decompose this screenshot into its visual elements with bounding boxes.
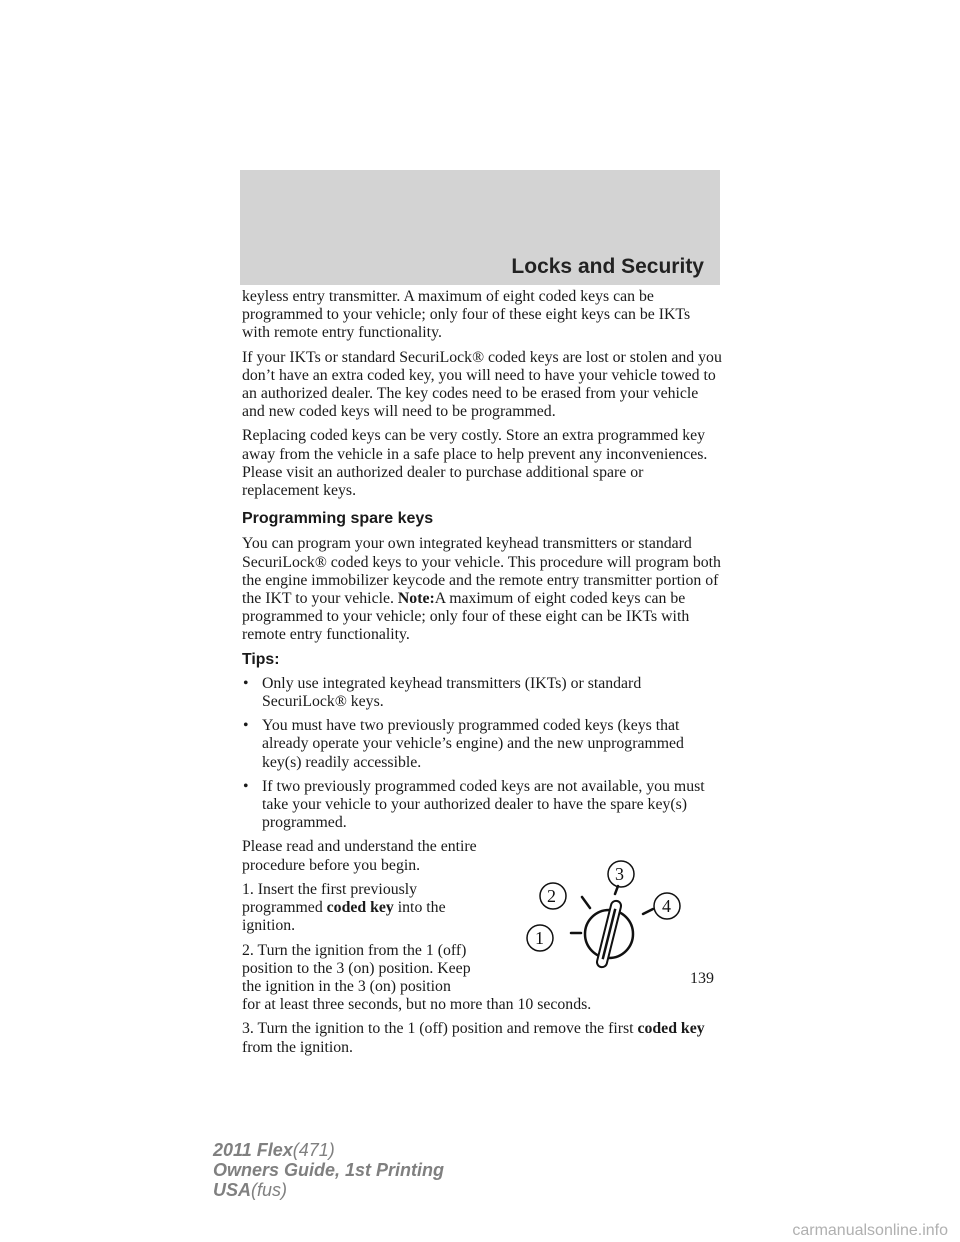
step-3-text: 3. Turn the ignition to the 1 (off) position and remove the first [242, 1020, 634, 1038]
step-3-text-end: from the ignition. [242, 1038, 354, 1056]
footer-line-market [213, 1180, 444, 1200]
section-title: Locks and Security [511, 255, 704, 278]
footer-line-guide: Owners Guide, 1st Printing [213, 1160, 445, 1180]
programming-intro-text: You can program your own integrated keyhead transmitters or standard SecuriLock® coded keys to your vehicle. This procedure will program both the engine immobilizer keycode and the remote entry transmitter portion of the IKT to your vehicle. [242, 535, 721, 608]
step-2-part-b: for at least three seconds, but no more than 10 seconds. [242, 996, 592, 1014]
position-2-tick [582, 897, 590, 908]
footer-market-code: (fus) [251, 1180, 288, 1200]
step-1-bold: coded key [326, 899, 394, 917]
section-header-band [240, 170, 720, 285]
steps-text-column [242, 838, 492, 996]
footer-model-code: (471) [292, 1140, 335, 1160]
position-4-tick [643, 909, 653, 914]
watermark: carmanualsonline.info [792, 1222, 948, 1239]
page-content [242, 288, 722, 1063]
tips-list [242, 675, 722, 833]
bullet: • [243, 674, 249, 692]
step-2-part-a: 2. Turn the ignition from the 1 (off) position to the 3 (on) position. Keep the ignition in the 3 (on) position [242, 941, 471, 995]
bullet: • [243, 717, 249, 735]
list-item [242, 675, 722, 711]
footer-model: 2011 Flex [213, 1140, 293, 1160]
footer-line-model [213, 1140, 444, 1160]
tip-text: Only use integrated keyhead transmitters (IKTs) or standard SecuriLock® keys. [262, 674, 642, 711]
note-label: Note: [397, 590, 435, 608]
list-item [242, 717, 722, 772]
position-label-1: 1 [535, 928, 544, 949]
position-label-4: 4 [662, 896, 671, 917]
step-1 [242, 881, 492, 936]
step-1-text: 1. Insert the first previously programmed [242, 880, 418, 917]
paragraph-lost-keys: If your IKTs or standard SecuriLock® coded keys are lost or stolen and you don’t have an extra coded key, you will need to have your vehicle towed to an authorized dealer. The key codes need to be erased from your vehicle and new coded keys will need to be programmed. [242, 348, 722, 421]
position-label-2: 2 [547, 886, 556, 907]
note-text: A maximum of eight coded keys can be programmed to your vehicle; only four of these eight can be IKTs with remote entry functionality. [242, 590, 690, 644]
step-3-bold: coded key [637, 1020, 705, 1038]
page-number: 139 [690, 970, 714, 987]
position-label-3: 3 [615, 864, 624, 885]
ignition-svg [514, 838, 704, 978]
step-3 [242, 1020, 722, 1056]
tips-heading: Tips: [242, 650, 280, 668]
paragraph-keyless-entry: keyless entry transmitter. A maximum of eight coded keys can be programmed to your vehicle; only four of these eight keys can be IKTs with remote entry functionality. [242, 288, 691, 342]
ignition-diagram [514, 838, 704, 978]
bullet: • [243, 777, 249, 795]
footer-market: USA [213, 1180, 252, 1200]
tip-text: If two previously programmed coded keys are not available, you must take your vehicle to your authorized dealer to have the spare key(s) programmed. [262, 777, 705, 832]
list-item [242, 778, 722, 833]
tip-text: You must have two previously programmed coded keys (keys that already operate your vehicle’s engine) and the new unprogrammed key(s) readily accessible. [262, 717, 684, 771]
paragraph-read-procedure: Please read and understand the entire procedure before you begin. [242, 838, 477, 874]
paragraph-replacing-keys: Replacing coded keys can be very costly. Store an extra programmed key away from the vehicle in a safe place to help prevent any inconveniences. Please visit an authorized dealer to purchase additional spare or replacement keys. [242, 427, 708, 500]
paragraph-programming-intro [242, 535, 722, 644]
print-footer [213, 1140, 444, 1200]
step-1-text-end: into the ignition. [242, 899, 446, 935]
heading-programming-spare-keys: Programming spare keys [242, 510, 434, 528]
steps-with-figure [242, 838, 722, 996]
